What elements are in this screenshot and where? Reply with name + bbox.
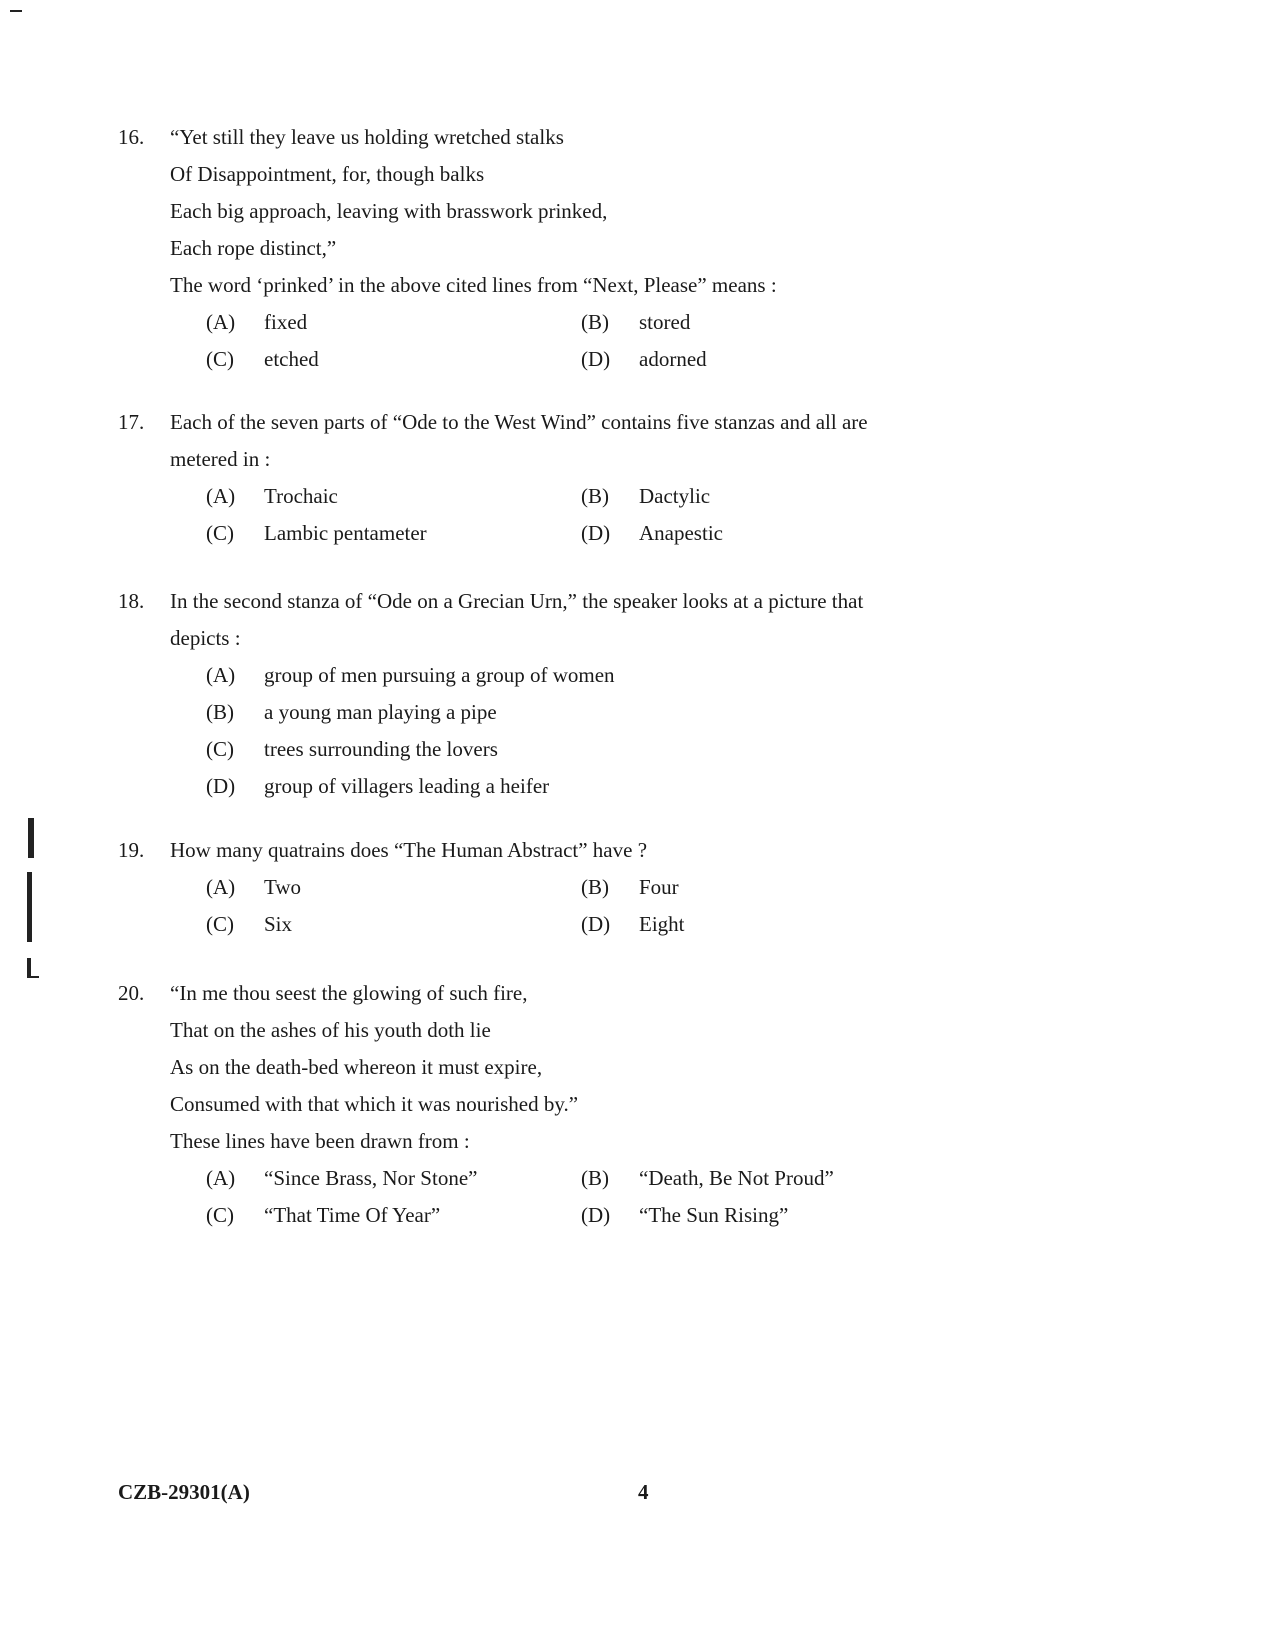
option-c: (C) trees surrounding the lovers [206, 737, 498, 761]
question-line: Consumed with that which it was nourished by.” [170, 1092, 579, 1116]
scan-mark-left-bar-1 [28, 818, 34, 858]
option-d: (D) Anapestic [581, 521, 723, 545]
options-list [206, 657, 1018, 805]
options-grid [206, 869, 1018, 943]
options-grid [206, 478, 1018, 552]
page-number: 4 [638, 1480, 649, 1504]
question-number: 17. [118, 410, 145, 434]
option-d: (D) Eight [581, 912, 685, 936]
option-c: (C) Six [206, 912, 293, 936]
scan-mark-left-bar-3 [27, 958, 31, 978]
question-number: 19. [118, 838, 145, 862]
question-16 [118, 119, 1018, 378]
question-line: The word ‘prinked’ in the above cited lines from “Next, Please” means : [170, 273, 777, 297]
option-d: (D) adorned [581, 347, 707, 371]
question-text [170, 832, 1018, 869]
option-c: (C) Lambic pentameter [206, 521, 427, 545]
option-d: (D) group of villagers leading a heifer [206, 774, 550, 798]
question-18 [118, 583, 1018, 805]
question-line: Each big approach, leaving with brasswork prinked, [170, 199, 608, 223]
question-number: 20. [118, 981, 145, 1005]
question-line: As on the death-bed whereon it must expire, [170, 1055, 543, 1079]
options-grid [206, 1160, 1018, 1234]
option-b: (B) stored [581, 310, 691, 334]
option-a: (A) Trochaic [206, 484, 338, 508]
question-line: depicts : [170, 626, 241, 650]
option-d: (D) “The Sun Rising” [581, 1203, 789, 1227]
question-number: 18. [118, 589, 145, 613]
question-line: Of Disappointment, for, though balks [170, 162, 485, 186]
question-line: How many quatrains does “The Human Abstract” have ? [170, 838, 648, 862]
option-a: (A) Two [206, 875, 302, 899]
question-19 [118, 832, 1018, 943]
question-line: metered in : [170, 447, 271, 471]
option-b: (B) Four [581, 875, 679, 899]
question-line: “Yet still they leave us holding wretched stalks [170, 125, 564, 149]
option-a: (A) fixed [206, 310, 308, 334]
question-line: “In me thou seest the glowing of such fire, [170, 981, 528, 1005]
question-text [170, 119, 1018, 304]
question-number: 16. [118, 125, 145, 149]
scan-mark-top-left [10, 10, 22, 12]
question-line: In the second stanza of “Ode on a Grecian Urn,” the speaker looks at a picture that [170, 589, 864, 613]
question-text [170, 975, 1018, 1160]
option-a: (A) group of men pursuing a group of women [206, 663, 615, 687]
option-a: (A) “Since Brass, Nor Stone” [206, 1166, 478, 1190]
scan-mark-left-bar-2 [27, 872, 32, 942]
scan-mark-left-foot [27, 976, 39, 978]
question-line: Each of the seven parts of “Ode to the West Wind” contains five stanzas and all are [170, 410, 868, 434]
question-17 [118, 404, 1018, 552]
option-b: (B) Dactylic [581, 484, 711, 508]
option-c: (C) etched [206, 347, 319, 371]
question-line: That on the ashes of his youth doth lie [170, 1018, 491, 1042]
option-c: (C) “That Time Of Year” [206, 1203, 441, 1227]
paper-code: CZB-29301(A) [118, 1480, 250, 1504]
question-text [170, 583, 1018, 657]
question-line: Each rope distinct,” [170, 236, 337, 260]
question-text [170, 404, 1018, 478]
question-line: These lines have been drawn from : [170, 1129, 470, 1153]
options-grid [206, 304, 1018, 378]
option-b: (B) “Death, Be Not Proud” [581, 1166, 834, 1190]
option-b: (B) a young man playing a pipe [206, 700, 497, 724]
question-20 [118, 975, 1018, 1234]
